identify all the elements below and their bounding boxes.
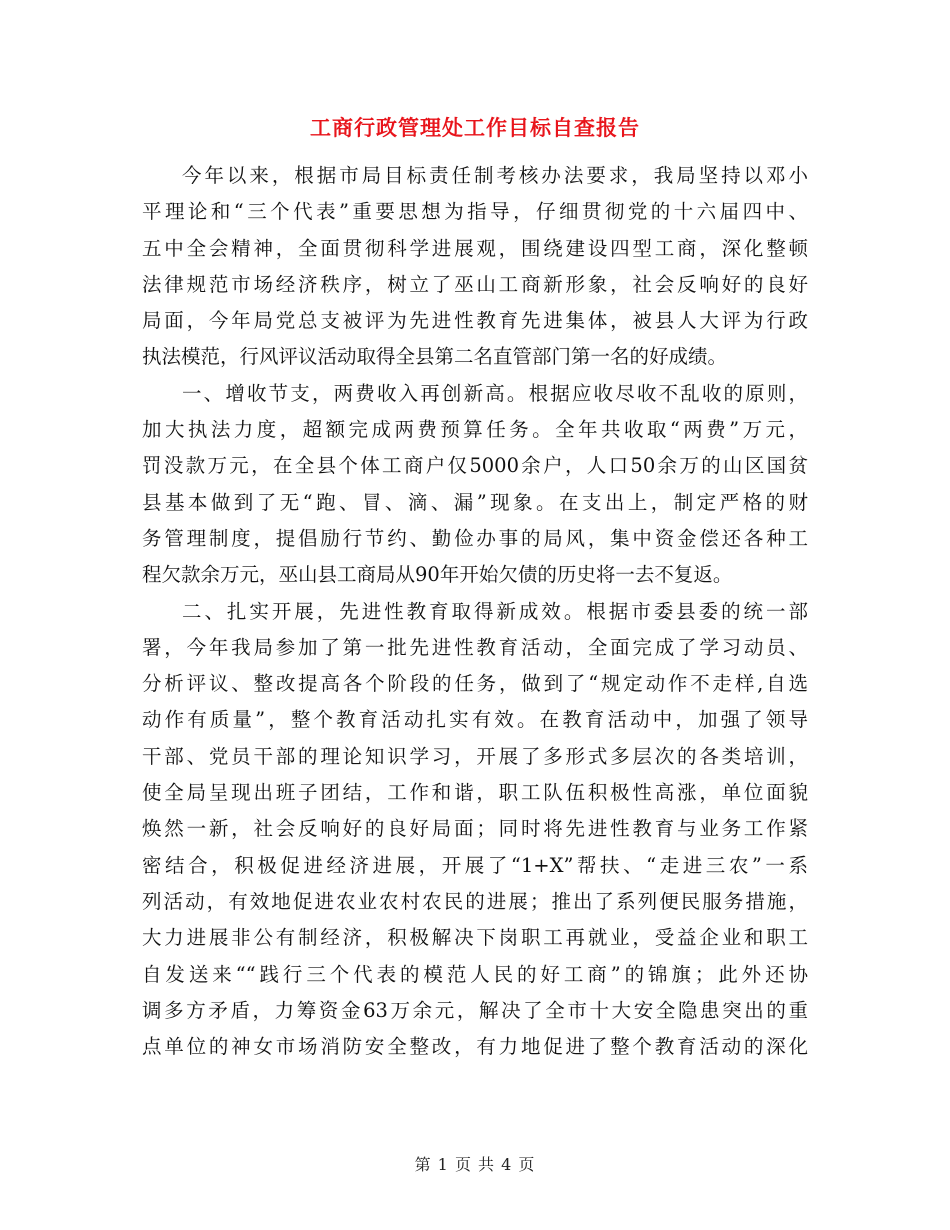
- text-line: 分析评议、整改提高各个阶段的任务，做到了“规定动作不走样,自选: [142, 672, 808, 696]
- text-line: 动作有质量”，整个教育活动扎实有效。在教育活动中，加强了领导: [142, 708, 808, 732]
- text-line: 焕然一新，社会反响好的良好局面；同时将先进性教育与业务工作紧: [142, 817, 808, 841]
- text-line: 署，今年我局参加了第一批先进性教育活动，全面完成了学习动员、: [142, 635, 808, 659]
- text-line: 大力进展非公有制经济，积极解决下岗职工再就业，受益企业和职工: [142, 926, 808, 950]
- text-line: 五中全会精神，全面贯彻科学进展观，围绕建设四型工商，深化整顿: [142, 236, 808, 260]
- text-line: 二、扎实开展，先进性教育取得新成效。根据市委县委的统一部: [182, 599, 808, 623]
- document-title: 工商行政管理处工作目标自查报告: [310, 115, 640, 140]
- text-line: 点单位的神女市场消防安全整改，有力地促进了整个教育活动的深化: [142, 1035, 808, 1059]
- text-line: 县基本做到了无“跑、冒、滴、漏”现象。在支出上，制定严格的财: [142, 490, 808, 514]
- text-line: 平理论和“三个代表”重要思想为指导，仔细贯彻党的十六届四中、: [142, 200, 808, 224]
- text-line: 列活动，有效地促进农业农村农民的进展；推出了系列便民服务措施，: [142, 889, 808, 913]
- text-line: 执法模范，行风评议活动取得全县第二名直管部门第一名的好成绩。: [142, 345, 728, 369]
- text-line: 密结合，积极促进经济进展，开展了“1+X”帮扶、“走进三农”一系: [142, 853, 808, 877]
- text-line: 罚没款万元，在全县个体工商户仅5000余户，人口50余万的山区国贫: [142, 454, 808, 478]
- text-line: 今年以来，根据市局目标责任制考核办法要求，我局坚持以邓小: [182, 164, 808, 187]
- text-line: 法律规范市场经济秩序，树立了巫山工商新形象，社会反响好的良好: [142, 272, 808, 296]
- text-line: 务管理制度，提倡励行节约、勤俭办事的局风，集中资金偿还各种工: [142, 526, 808, 550]
- text-line: 干部、党员干部的理论知识学习，开展了多形式多层次的各类培训，: [142, 744, 808, 768]
- text-line: 自发送来““践行三个代表的模范人民的好工商”的锦旗；此外还协: [142, 962, 808, 986]
- text-line: 一、增收节支，两费收入再创新高。根据应收尽收不乱收的原则，: [182, 381, 808, 405]
- text-line: 局面，今年局党总支被评为先进性教育先进集体，被县人大评为行政: [142, 309, 808, 333]
- document-body: [142, 158, 808, 1065]
- text-line: 调多方矛盾，力筹资金63万余元，解决了全市十大安全隐患突出的重: [142, 998, 808, 1022]
- text-line: 使全局呈现出班子团结，工作和谐，职工队伍积极性高涨，单位面貌: [142, 781, 808, 805]
- text-line: 程欠款余万元，巫山县工商局从90年开始欠债的历史将一去不复返。: [142, 563, 733, 587]
- page-footer: 第 1 页 共 4 页: [414, 1155, 536, 1174]
- text-line: 加大执法力度，超额完成两费预算任务。全年共收取“两费”万元，: [142, 418, 808, 442]
